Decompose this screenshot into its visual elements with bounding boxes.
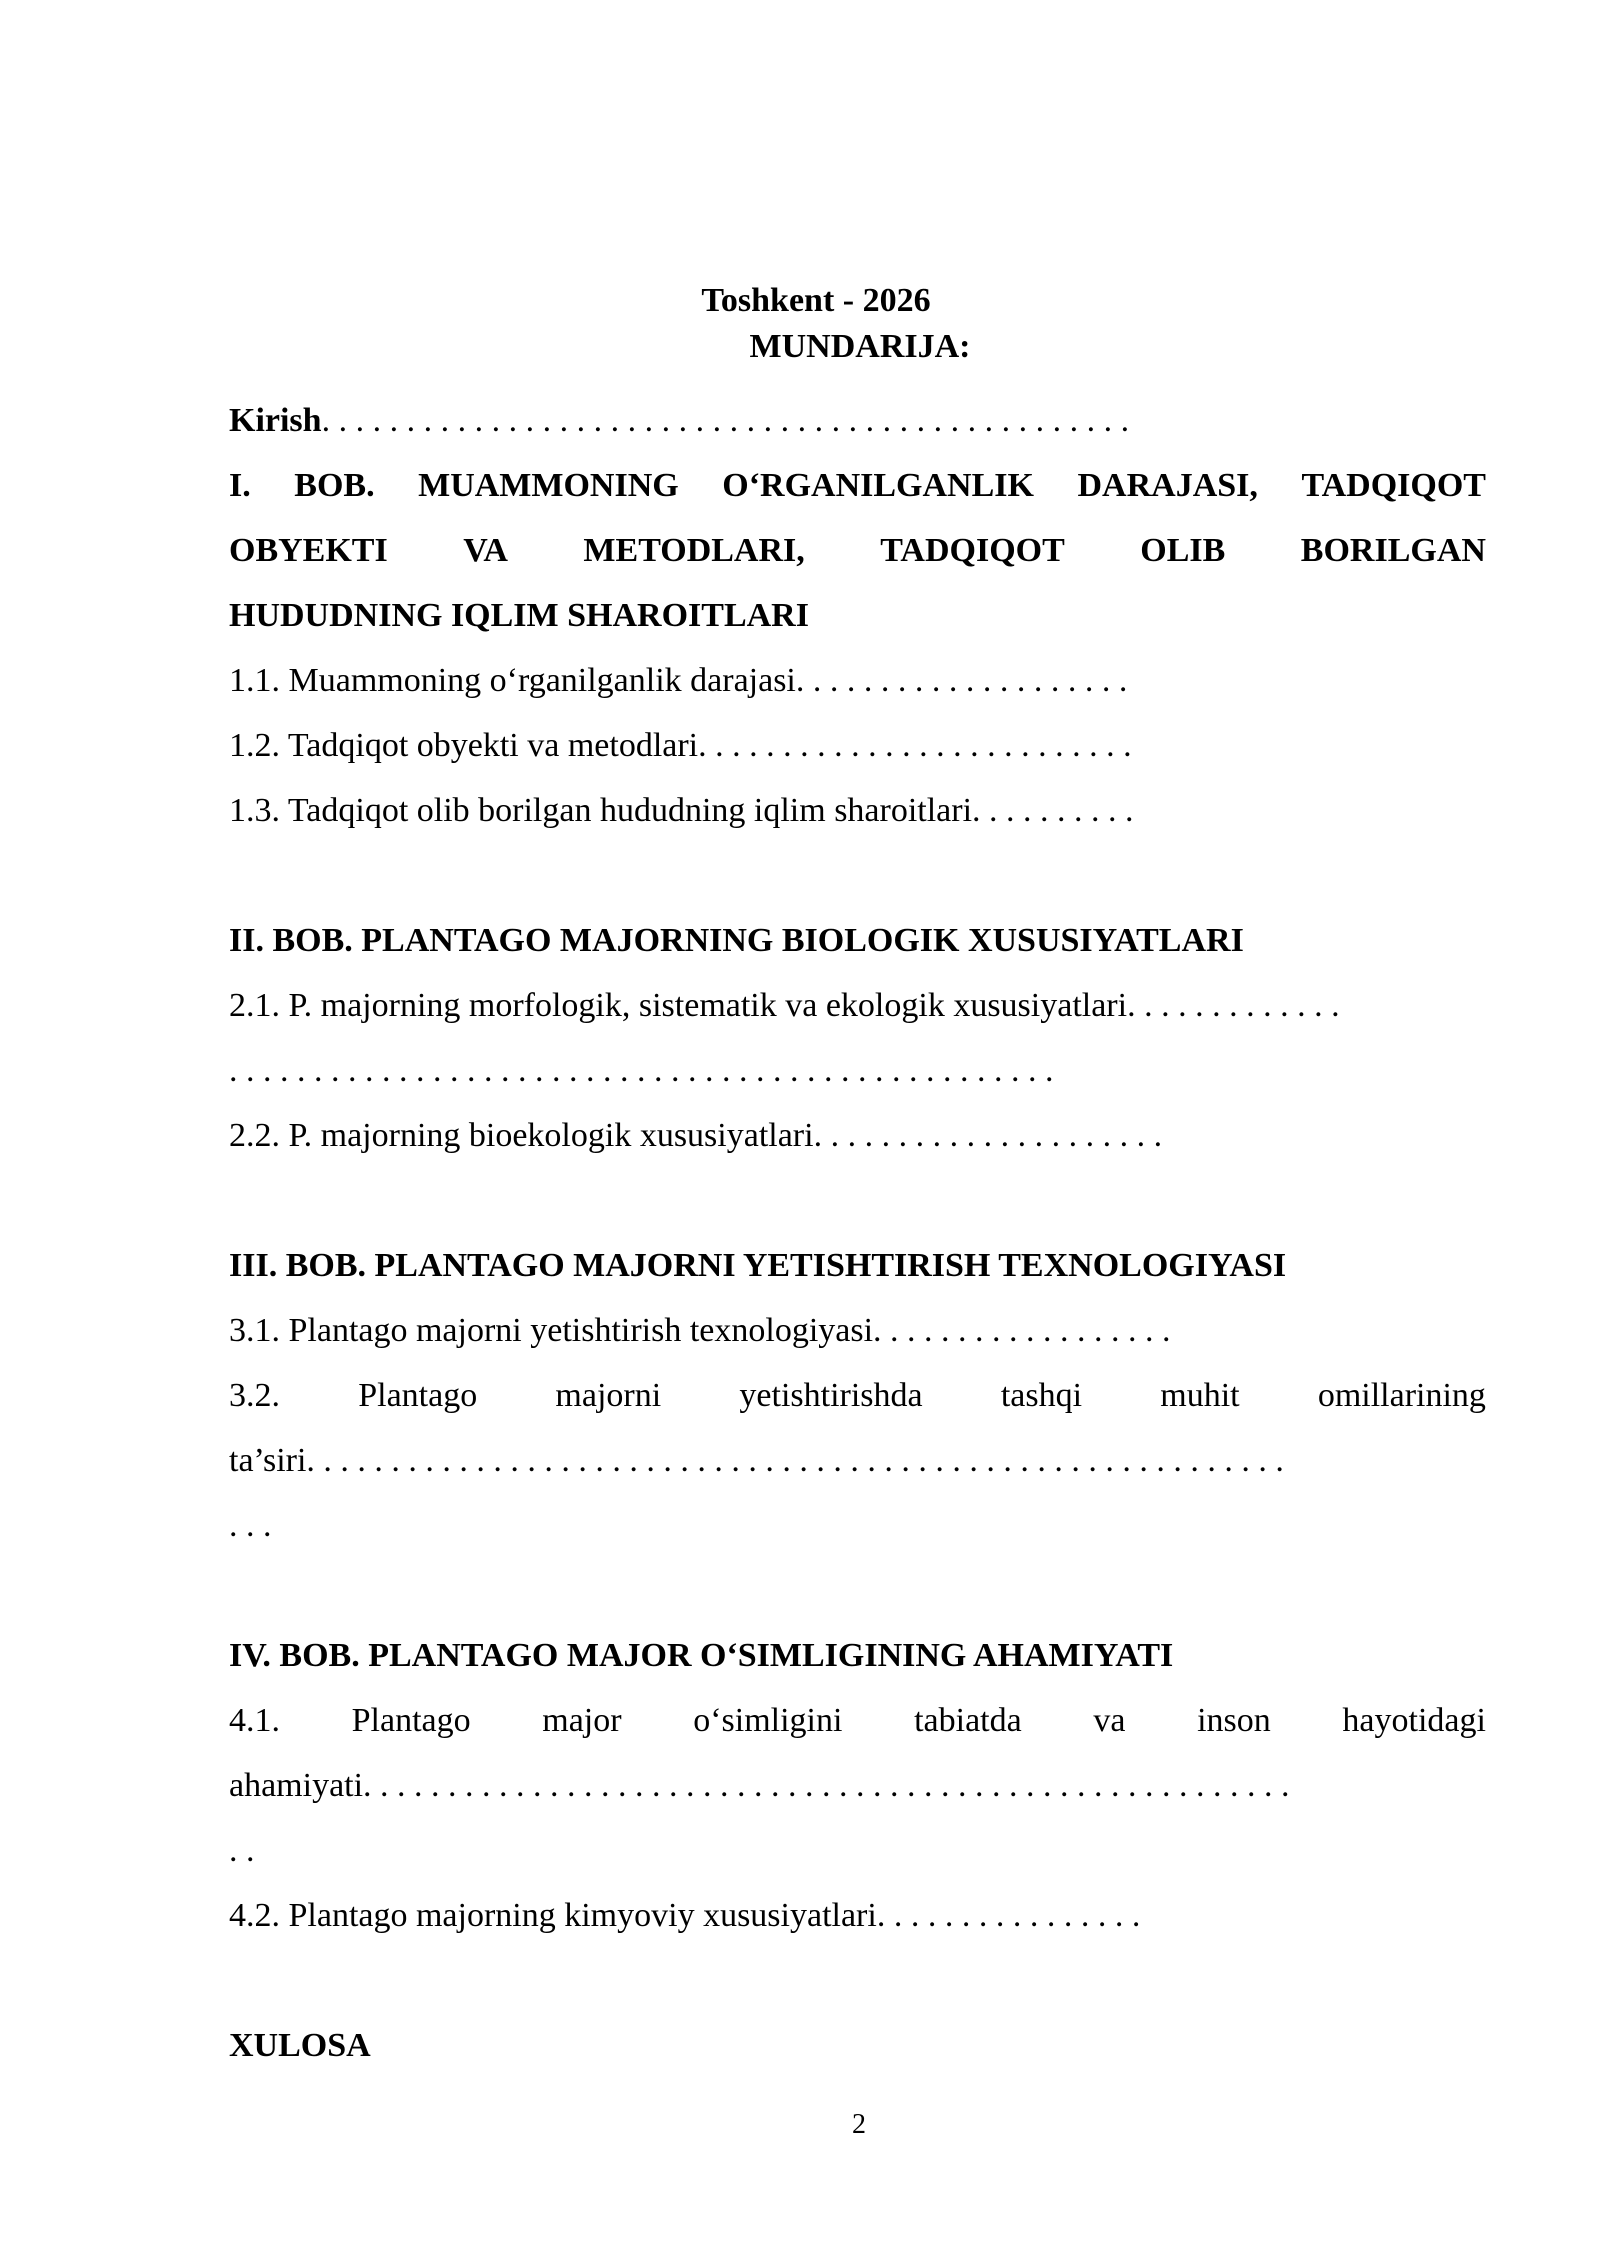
chapter-1-title-line-2[interactable] bbox=[229, 518, 1486, 583]
spacer bbox=[229, 843, 1486, 908]
word: omillarining bbox=[1317, 1377, 1486, 1414]
toc-leader: . . . . . . . . . . . . . . . . . . . . . . . . . . . . . . . . . . . . . . . . . . . . . . . . bbox=[321, 402, 1130, 439]
word: Plantago bbox=[351, 1702, 471, 1739]
city-year-line: Toshkent - 2026 bbox=[701, 282, 931, 319]
toc-entry-4-1-leader-end: . . bbox=[229, 1832, 255, 1869]
word: O‘RGANILGANLIK bbox=[722, 467, 1034, 504]
spacer bbox=[229, 1168, 1486, 1233]
word: majorni bbox=[555, 1377, 662, 1414]
word: OBYEKTI bbox=[229, 532, 388, 569]
page-number: 2 bbox=[852, 2109, 866, 2140]
word: TADQIQOT bbox=[880, 532, 1065, 569]
word: inson bbox=[1197, 1702, 1271, 1739]
word: va bbox=[1093, 1702, 1126, 1739]
toc-entry-3-1[interactable]: 3.1. Plantago majorni yetishtirish texnologiyasi. . . . . . . . . . . . . . . . . . bbox=[229, 1312, 1171, 1349]
word: 3.2. bbox=[229, 1377, 280, 1414]
word: Plantago bbox=[358, 1377, 478, 1414]
toc-entry-2-1-continuation: . . . . . . . . . . . . . . . . . . . . . . . . . . . . . . . . . . . . . . . . . . . . . . . . . bbox=[229, 1052, 1054, 1089]
word: METODLARI, bbox=[583, 532, 805, 569]
word: 4.1. bbox=[229, 1702, 280, 1739]
toc-entry-kirish[interactable] bbox=[229, 388, 1486, 453]
word: OLIB bbox=[1140, 532, 1226, 569]
word: I. bbox=[229, 467, 251, 504]
toc-entry-4-1-continuation: ahamiyati. . . . . . . . . . . . . . . . . . . . . . . . . . . . . . . . . . . . . . . . . . . . . . . . . . . . . . . bbox=[229, 1767, 1290, 1804]
word: MUAMMONING bbox=[418, 467, 679, 504]
word: tabiatda bbox=[914, 1702, 1022, 1739]
toc-entry-3-2-leader-end: . . . bbox=[229, 1507, 272, 1544]
word: BORILGAN bbox=[1300, 532, 1486, 569]
chapter-1-title-line-1[interactable] bbox=[229, 453, 1486, 518]
toc-entry-4-2[interactable]: 4.2. Plantago majorning kimyoviy xususiyatlari. . . . . . . . . . . . . . . . bbox=[229, 1897, 1141, 1934]
word: TADQIQOT bbox=[1301, 467, 1486, 504]
toc-entry-2-2[interactable]: 2.2. P. majorning bioekologik xususiyatlari. . . . . . . . . . . . . . . . . . . . . bbox=[229, 1117, 1163, 1154]
toc-entry-1-1[interactable]: 1.1. Muammoning o‘rganilganlik darajasi. . . . . . . . . . . . . . . . . . . . bbox=[229, 662, 1128, 699]
toc-entry-4-1[interactable] bbox=[229, 1688, 1486, 1753]
toc-entry-2-1[interactable]: 2.1. P. majorning morfologik, sistematik va ekologik xususiyatlari. . . . . . . . . . . . . bbox=[229, 987, 1340, 1024]
word: BOB. bbox=[294, 467, 375, 504]
word: VA bbox=[463, 532, 508, 569]
chapter-2-title[interactable]: II. BOB. PLANTAGO MAJORNING BIOLOGIK XUSUSIYATLARI bbox=[229, 922, 1244, 959]
word: yetishtirishda bbox=[739, 1377, 923, 1414]
word: muhit bbox=[1160, 1377, 1240, 1414]
word: DARAJASI, bbox=[1077, 467, 1258, 504]
chapter-3-title[interactable]: III. BOB. PLANTAGO MAJORNI YETISHTIRISH TEXNOLOGIYASI bbox=[229, 1247, 1287, 1284]
spacer bbox=[229, 1948, 1486, 2013]
chapter-4-title[interactable]: IV. BOB. PLANTAGO MAJOR O‘SIMLIGINING AHAMIYATI bbox=[229, 1637, 1174, 1674]
spacer bbox=[229, 1558, 1486, 1623]
toc-entry-3-2[interactable] bbox=[229, 1363, 1486, 1428]
word: hayotidagi bbox=[1342, 1702, 1486, 1739]
word: major bbox=[542, 1702, 622, 1739]
word: tashqi bbox=[1000, 1377, 1083, 1414]
toc-entry-xulosa[interactable]: XULOSA bbox=[229, 2027, 371, 2064]
toc-entry-1-2[interactable]: 1.2. Tadqiqot obyekti va metodlari. . . . . . . . . . . . . . . . . . . . . . . . . . bbox=[229, 727, 1132, 764]
table-of-contents bbox=[229, 388, 1486, 2078]
chapter-1-title-line-3[interactable]: HUDUDNING IQLIM SHAROITLARI bbox=[229, 597, 809, 634]
toc-title: MUNDARIJA: bbox=[749, 328, 971, 365]
toc-entry-3-2-continuation: ta’siri. . . . . . . . . . . . . . . . . . . . . . . . . . . . . . . . . . . . . . . . . . . . . . . . . . . . . . . . . . bbox=[229, 1442, 1284, 1479]
toc-entry-1-3[interactable]: 1.3. Tadqiqot olib borilgan hududning iqlim sharoitlari. . . . . . . . . . bbox=[229, 792, 1134, 829]
toc-entry-label: Kirish bbox=[229, 402, 322, 439]
word: o‘simligini bbox=[693, 1702, 843, 1739]
